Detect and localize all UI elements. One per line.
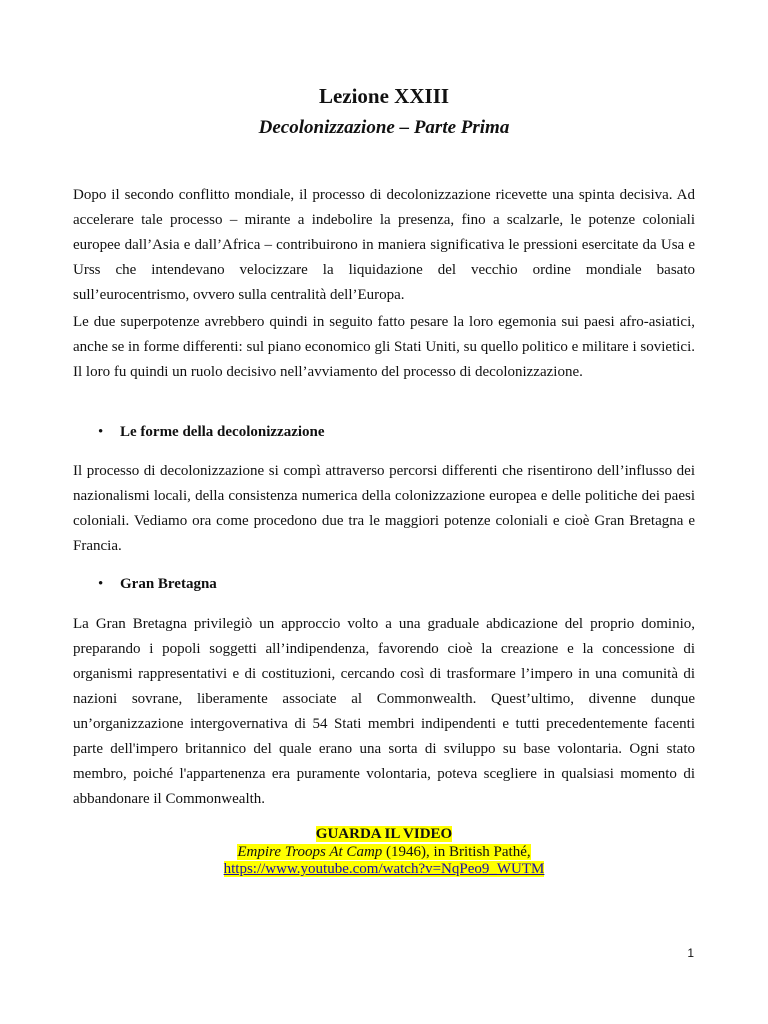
bullet-label: Gran Bretagna: [120, 576, 217, 592]
paragraph-intro: Dopo il secondo conflitto mondiale, il processo di decolonizzazione ricevette una spinta decisiva. Ad accelerare tale processo – mirante a indebolire la presenza, fino a scalzarle, le potenze coloniali europee dall’Asia e dall’Africa – contribuirono in maniera significativa le pressioni esercitate da Usa e Urss che intendevano velocizzare la liquidazione del vecchio ordine mondiale basato sull’eurocentrismo, ovvero sulla centralità dell’Europa.: [73, 187, 695, 303]
video-heading: [0, 826, 768, 843]
paragraph-superpowers: Le due superpotenze avrebbero quindi in seguito fatto pesare la loro egemonia sui paesi afro-asiatici, anche se in forme differenti: sul piano economico gli Stati Uniti, su quello politico e militare i sovietici. Il loro fu quindi un ruolo decisivo nell’avviamento del processo di decolonizzazione.: [73, 314, 695, 380]
bullet-forme-decolonizzazione: [98, 424, 325, 441]
paragraph-gran-bretagna: La Gran Bretagna privilegiò un approccio volto a una graduale abdicazione del proprio dominio, preparando i popoli soggetti all’indipendenza, favorendo cioè la creazione e la concessione di organismi rappresentativi e di costituzioni, cercando così di trasformare l’impero in una comunità di nazioni sovrane, liberamente associate al Commonwealth. Quest’ultimo, divenne dunque un’organizzazione intergovernativa di 54 Stati membri indipendenti e tutti precedentemente facenti parte dell'impero britannico del quale erano una sorta di sviluppo su base volontaria. Ogni stato membro, poiché l'appartenenza era puramente volontaria, poteva scegliere in qualsiasi momento di abbandonare il Commonwealth.: [73, 616, 695, 807]
bullet-dot-icon: •: [98, 424, 104, 440]
video-meta: (1946), in British Pathé,: [382, 844, 531, 860]
video-link-line: [0, 861, 768, 878]
paragraph-forme: Il processo di decolonizzazione si compì attraverso percorsi differenti che risentirono dell’influsso dei nazionalismi locali, della consistenza numerica della colonizzazione europea e delle politiche dei paesi coloniali. Vediamo ora come procedono due tra le maggiori potenze coloniali e cioè Gran Bretagna e Francia.: [73, 463, 695, 554]
page-subtitle: Decolonizzazione – Parte Prima: [258, 117, 510, 138]
page-number: 1: [687, 946, 694, 960]
page-title: Lezione XXIII: [318, 84, 450, 108]
video-citation: [0, 844, 768, 861]
bullet-label: Le forme della decolonizzazione: [120, 424, 325, 440]
video-link[interactable]: https://www.youtube.com/watch?v=NqPeo9_WUTM: [223, 861, 545, 877]
bullet-gran-bretagna: [98, 576, 217, 593]
video-title: Empire Troops At Camp: [237, 844, 383, 860]
bullet-dot-icon: •: [98, 576, 104, 592]
video-heading-text: GUARDA IL VIDEO: [315, 826, 453, 842]
